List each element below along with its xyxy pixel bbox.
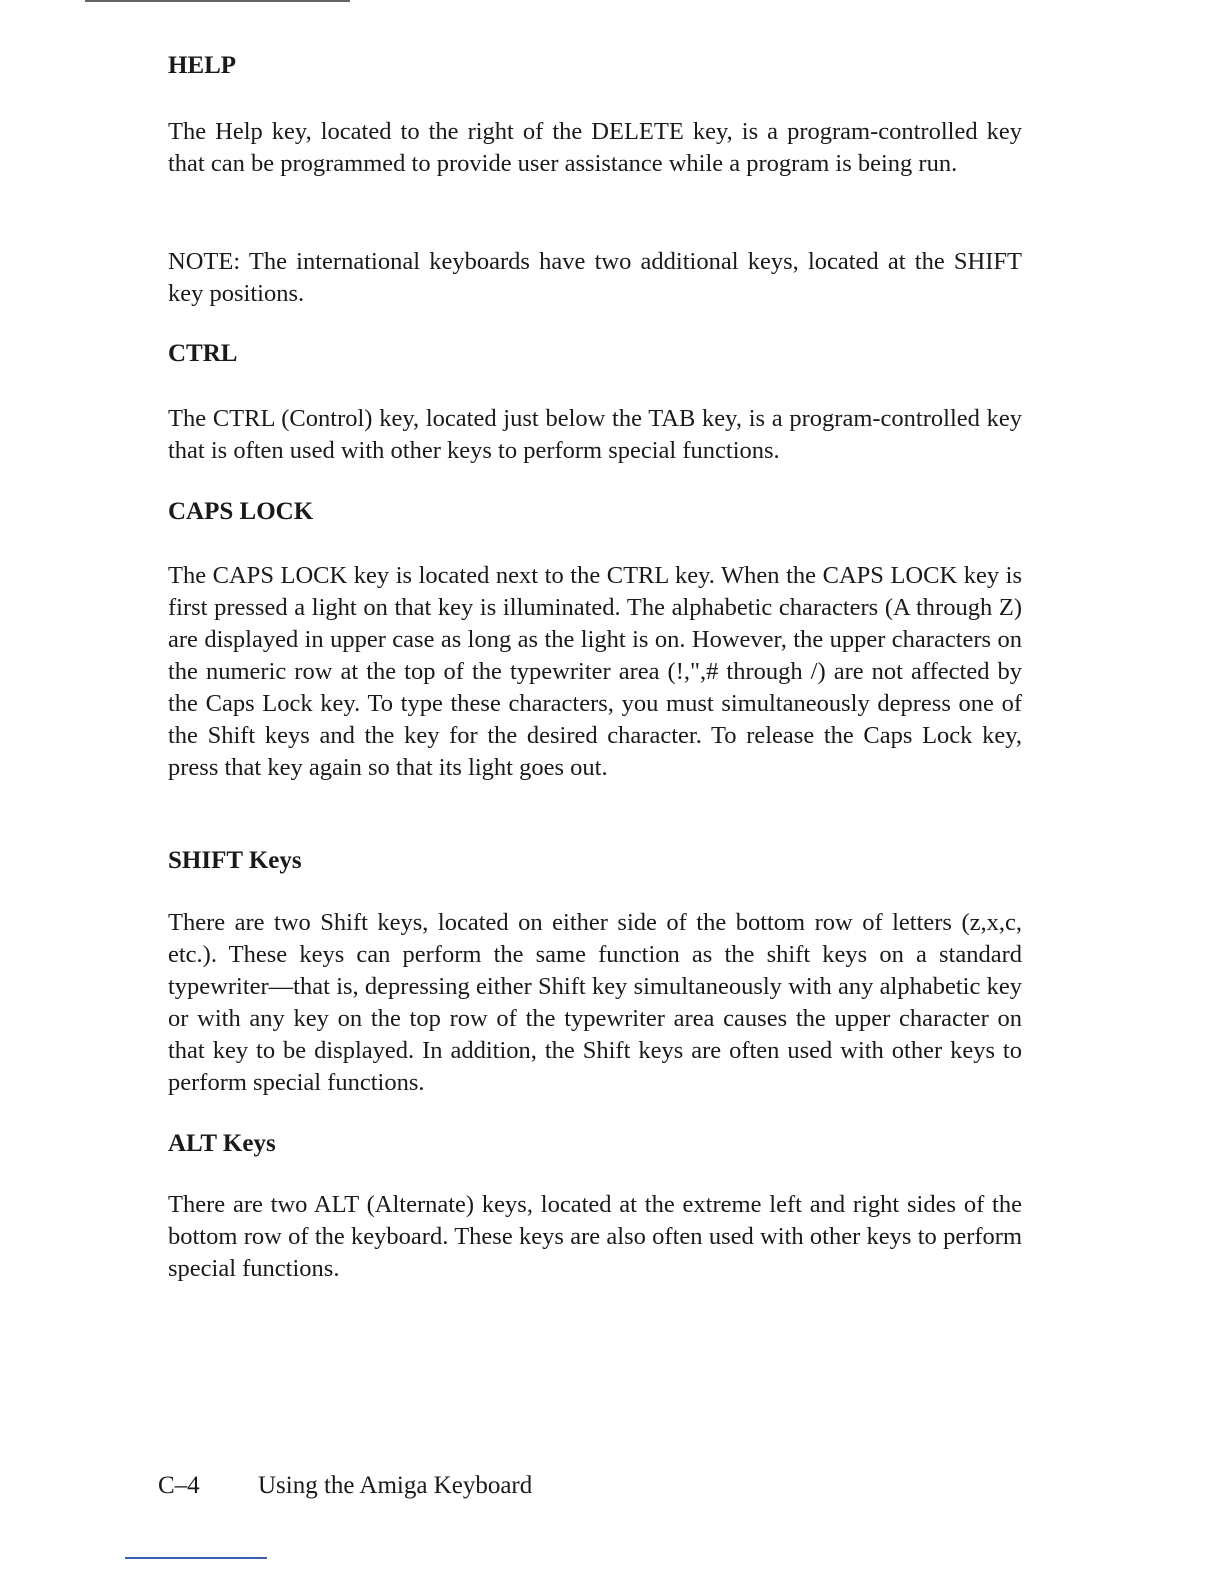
- heading-caps-lock: CAPS LOCK: [168, 498, 314, 525]
- paragraph-ctrl: The CTRL (Control) key, located just below the TAB key, is a program-controlled key that is often used with other keys to perform special functions.: [168, 405, 1022, 464]
- paragraph-caps-lock: The CAPS LOCK key is located next to the CTRL key. When the CAPS LOCK key is first pressed a light on that key is illuminated. The alphabetic characters (A through Z) are displayed in upper case as long as the light is on. However, the upper characters on the numeric row at the top of the typewriter area (!,",# through /) are not affected by the Caps Lock key. To type these characters, you must simultaneously depress one of the Shift keys and the key for the desired character. To release the Caps Lock key, press that key again so that its light goes out.: [168, 562, 1022, 781]
- paragraph-help: The Help key, located to the right of the DELETE key, is a program-controlled key that can be programmed to provide user assistance while a program is being run.: [168, 118, 1022, 177]
- paragraph-alt-keys: There are two ALT (Alternate) keys, located at the extreme left and right sides of the bottom row of the keyboard. These keys are also often used with other keys to perform special functions.: [168, 1191, 1022, 1282]
- heading-alt-keys: ALT Keys: [168, 1130, 276, 1157]
- running-footer-title: Using the Amiga Keyboard: [258, 1472, 533, 1499]
- heading-ctrl: CTRL: [168, 340, 238, 367]
- heading-shift-keys: SHIFT Keys: [168, 847, 302, 874]
- paragraph-shift-keys: There are two Shift keys, located on either side of the bottom row of letters (z,x,c, etc.). These keys can perform the same function as the shift keys on a standard typewriter—that is, depressing either Shift key simultaneously with any alphabetic key or with any key on the top row of the typewriter area causes the upper character on that key to be displayed. In addition, the Shift keys are often used with other keys to perform special functions.: [168, 909, 1022, 1096]
- paragraph-note: NOTE: The international keyboards have two additional keys, located at the SHIFT key positions.: [168, 248, 1022, 307]
- page-number: C–4: [158, 1472, 200, 1499]
- bottom-rule: [125, 1557, 267, 1559]
- heading-help: HELP: [168, 52, 237, 79]
- top-rule: [85, 0, 350, 2]
